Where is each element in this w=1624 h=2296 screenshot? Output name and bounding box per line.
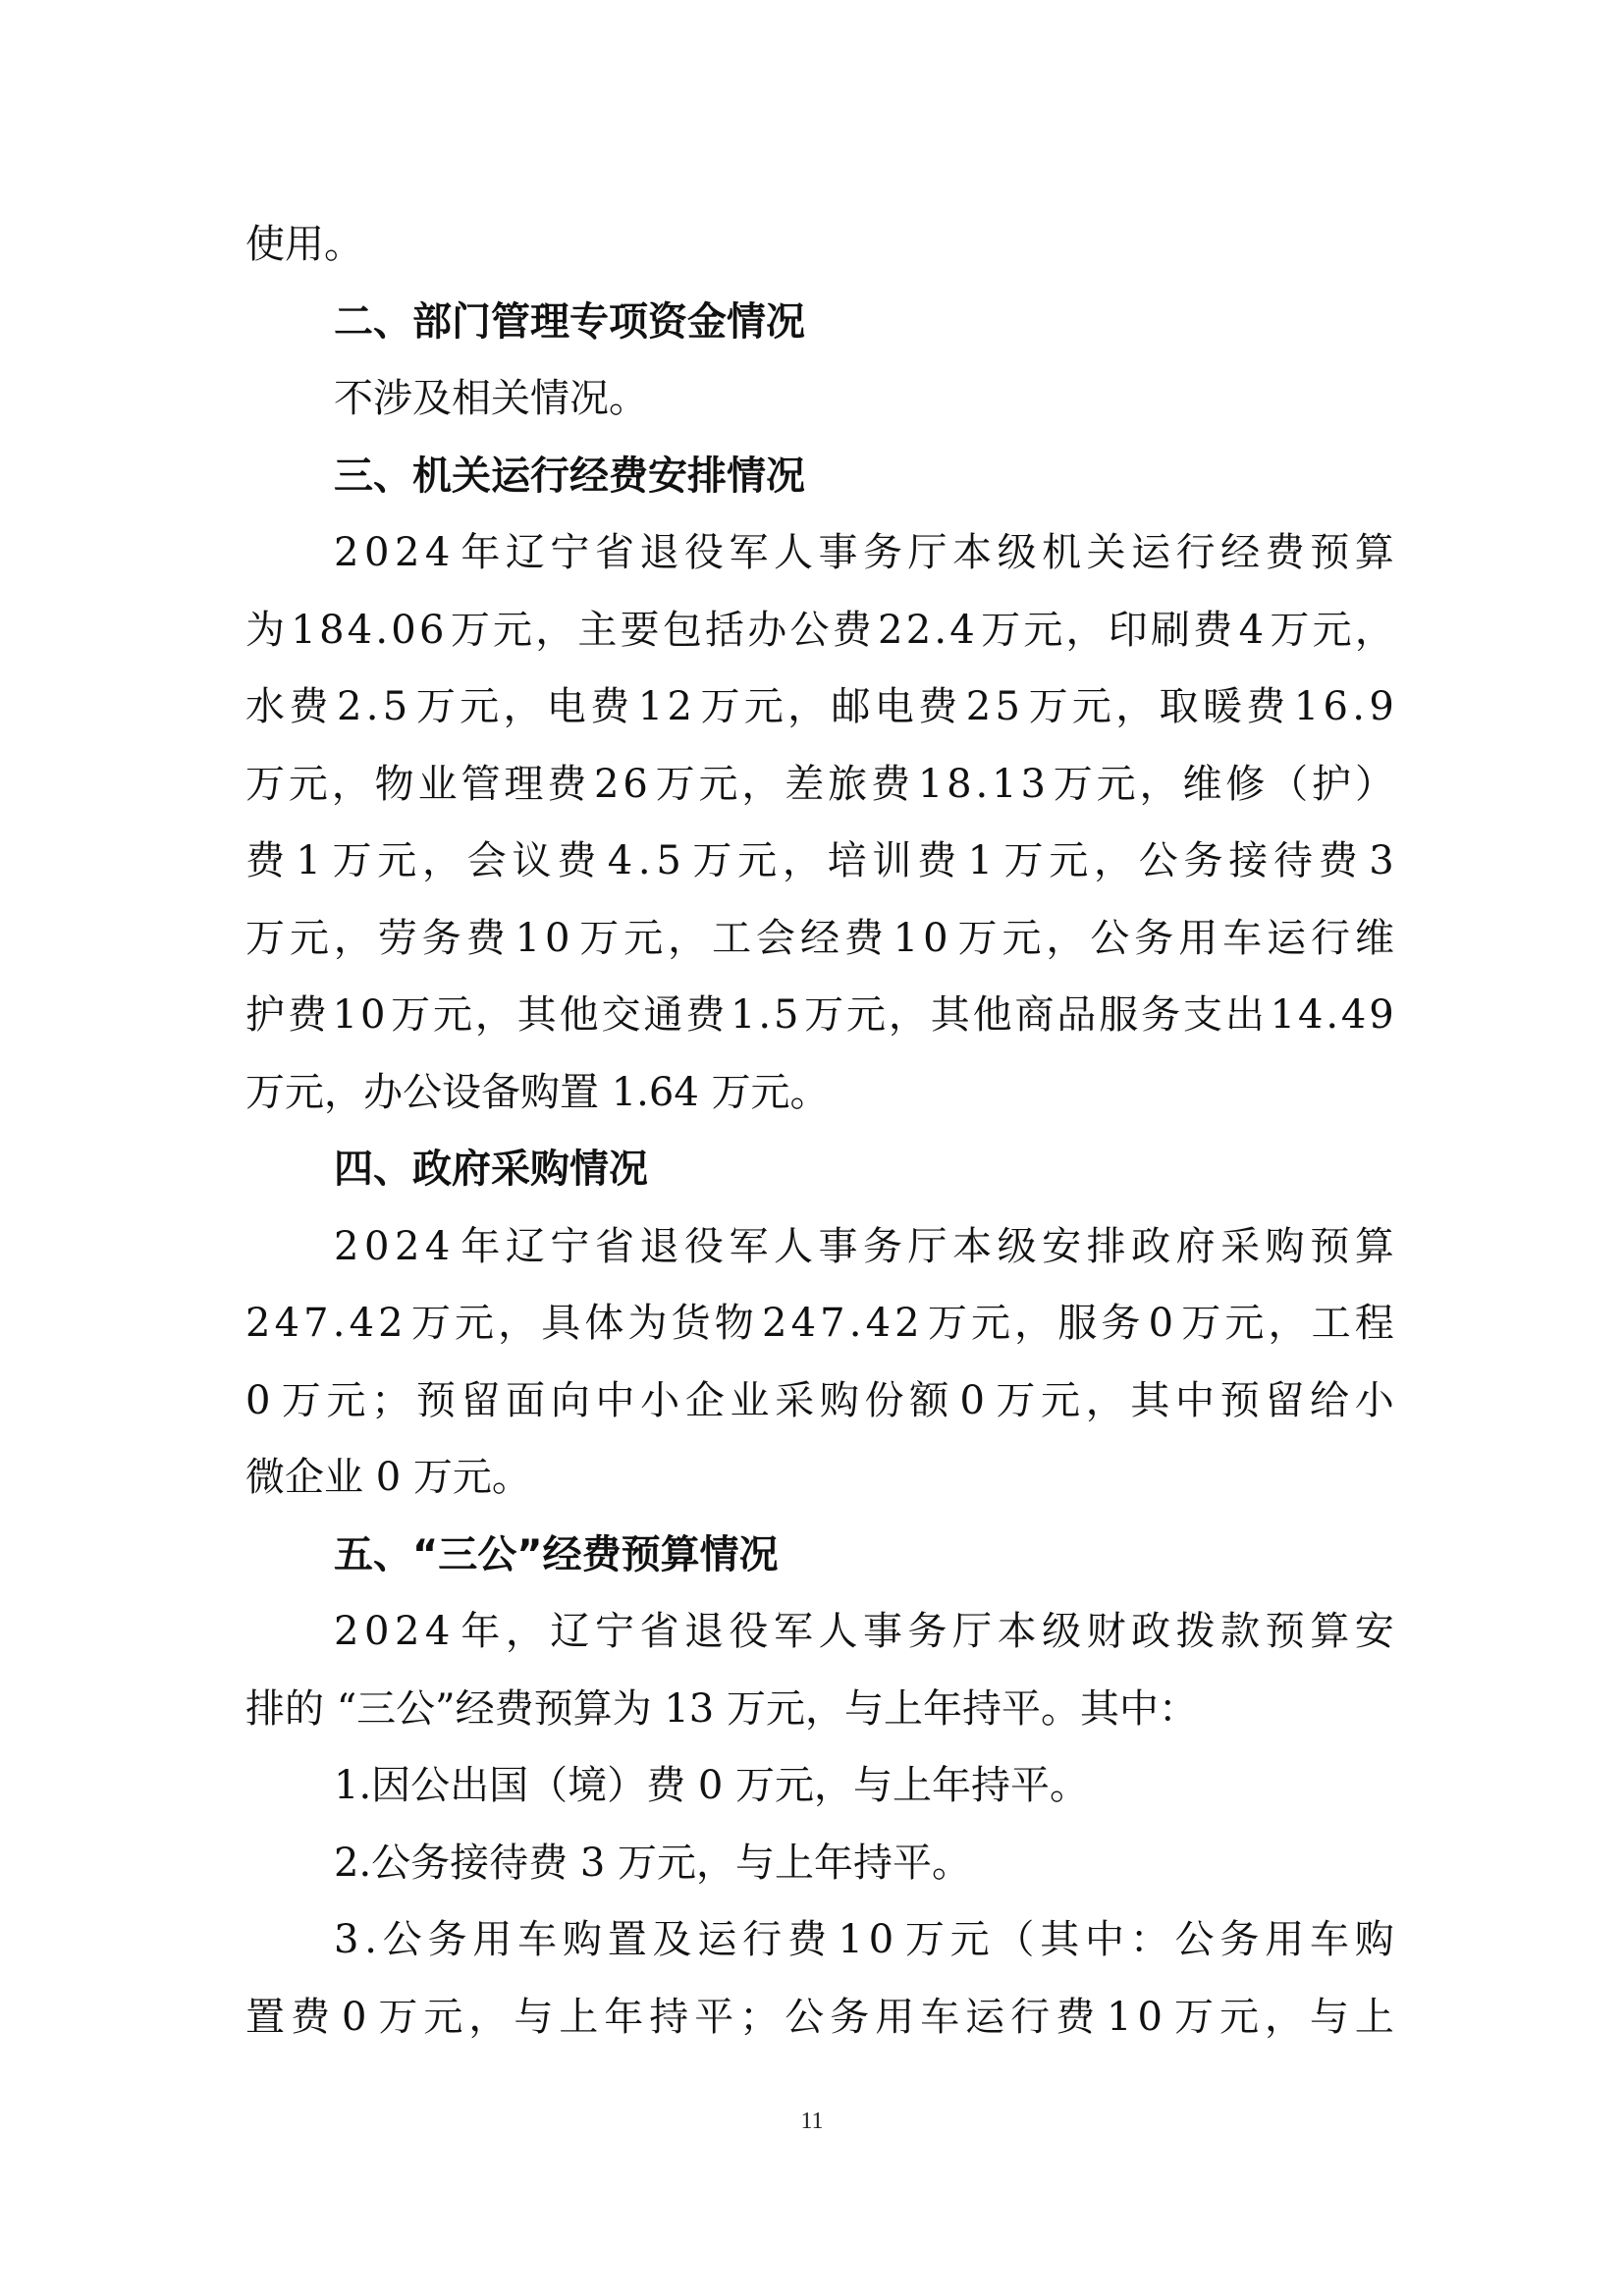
section-heading: 五、“三公”经费预算情况: [334, 1531, 779, 1577]
text-line: 2 4 7 . 4 2 万 元 ， 具 体 为 货 物 2 4 7 . 4 2 万 元 ， 服 务 0 万 元 ， 工 程: [245, 1301, 1394, 1346]
text-line: 1.因公出国（境）费 0 万元，与上年持平。: [334, 1763, 1090, 1808]
text-line: 万 元 ， 劳 务 费 1 0 万 元 ， 工 会 经 费 1 0 万 元 ， 公 务 用 车 运 行 维: [245, 915, 1394, 961]
text-line: 2 0 2 4 年 辽 宁 省 退 役 军 人 事 务 厅 本 级 机 关 运 行 经 费 预 算: [334, 530, 1394, 575]
section-heading: 三、机关运行经费安排情况: [334, 453, 805, 499]
text-line: 置 费 0 万 元 ， 与 上 年 持 平 ； 公 务 用 车 运 行 费 1 0 万 元 ， 与 上: [245, 1994, 1394, 2040]
text-line: 3 . 公 务 用 车 购 置 及 运 行 费 1 0 万 元 （ 其 中 ： 公 务 用 车 购: [334, 1917, 1394, 1962]
text-line: 0 万 元 ； 预 留 面 向 中 小 企 业 采 购 份 额 0 万 元 ， 其 中 预 留 给 小: [245, 1377, 1394, 1423]
text-line: 排的 “三公”经费预算为 13 万元，与上年持平。其中：: [245, 1685, 1198, 1732]
text-line: 2 0 2 4 年 ， 辽 宁 省 退 役 军 人 事 务 厅 本 级 财 政 拨 款 预 算 安: [334, 1609, 1394, 1654]
section-heading: 四、政府采购情况: [334, 1147, 648, 1192]
text-line: 不涉及相关情况。: [334, 376, 648, 421]
text-line: 万 元 ， 物 业 管 理 费 2 6 万 元 ， 差 旅 费 1 8 . 1 3 万 元 ， 维 修 （ 护 ）: [245, 761, 1394, 807]
text-line: 2.公务接待费 3 万元，与上年持平。: [334, 1840, 972, 1886]
text-line: 护 费 1 0 万 元 ， 其 他 交 通 费 1 . 5 万 元 ， 其 他 商 品 服 务 支 出 1 4 . 4 9: [245, 992, 1394, 1038]
text-line: 微企业 0 万元。: [245, 1455, 531, 1500]
text-line: 万元，办公设备购置 1.64 万元。: [245, 1069, 830, 1115]
text-line: 费 1 万 元 ， 会 议 费 4 . 5 万 元 ， 培 训 费 1 万 元 ， 公 务 接 待 费 3: [245, 838, 1394, 883]
text-line: 使用。: [245, 222, 363, 267]
text-line: 为 1 8 4 . 0 6 万 元 ， 主 要 包 括 办 公 费 2 2 . 4 万 元 ， 印 刷 费 4 万 元 ，: [245, 607, 1394, 653]
section-heading: 二、部门管理专项资金情况: [334, 298, 805, 345]
text-line: 水 费 2 . 5 万 元 ， 电 费 1 2 万 元 ， 邮 电 费 2 5 万 元 ， 取 暖 费 1 6 . 9: [245, 684, 1394, 729]
text-line: 2 0 2 4 年 辽 宁 省 退 役 军 人 事 务 厅 本 级 安 排 政 府 采 购 预 算: [334, 1223, 1394, 1269]
document-body: [245, 206, 1394, 2056]
page-number: 11: [800, 2109, 824, 2134]
